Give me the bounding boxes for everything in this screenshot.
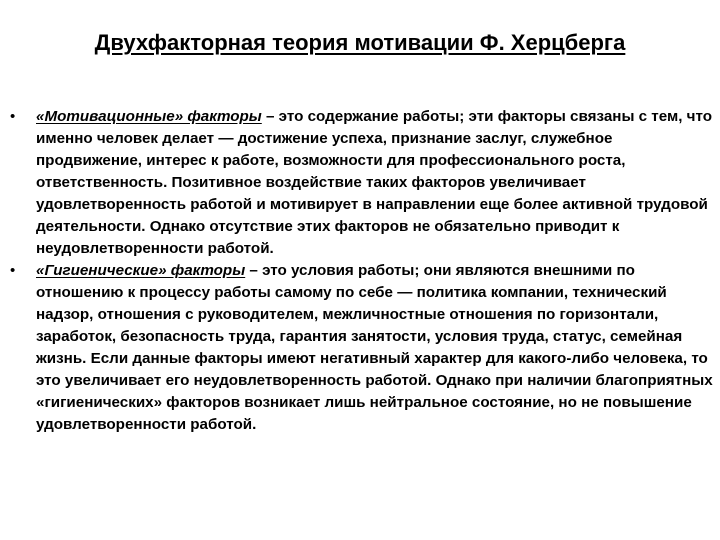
bullet-item-motivational <box>10 106 714 260</box>
bullet-icon: • <box>10 108 16 125</box>
term-motivational-factors: «Мотивационные» факторы <box>36 108 262 125</box>
bullet-list <box>10 106 714 436</box>
description-motivational-factors: – это содержание работы; эти факторы связаны с тем, что именно человек делает — достижение успеха, признание заслуг, служебное продвижение, интерес к работе, возможности для профессионального роста, ответственность. Позитивное воздействие таких факторов увеличивает удовлетворенность работой и мотивирует в направлении еще более активной трудовой деятельности. Однако отсутствие этих факторов не обязательно приводит к неудовлетворенности работой. <box>36 108 712 257</box>
bullet-icon: • <box>10 262 16 279</box>
description-hygiene-factors: – это условия работы; они являются внешними по отношению к процессу работы самому по себе — политика компании, технический надзор, отношения с руководителем, межличностные отношения по горизонтали, заработок, безопасность труда, гарантия занятости, условия труда, статус, семейная жизнь. Если данные факторы имеют негативный характер для какого-либо человека, то это увеличивает его неудовлетворенность работой. Однако при наличии благоприятных «гигиенических» факторов возникает лишь нейтральное состояние, но не повышение удовлетворенности работой. <box>36 262 713 433</box>
term-hygiene-factors: «Гигиенические» факторы <box>36 262 246 279</box>
slide-title: Двухфакторная теория мотивации Ф. Херцберга <box>94 30 626 55</box>
bullet-item-hygiene <box>10 260 714 436</box>
